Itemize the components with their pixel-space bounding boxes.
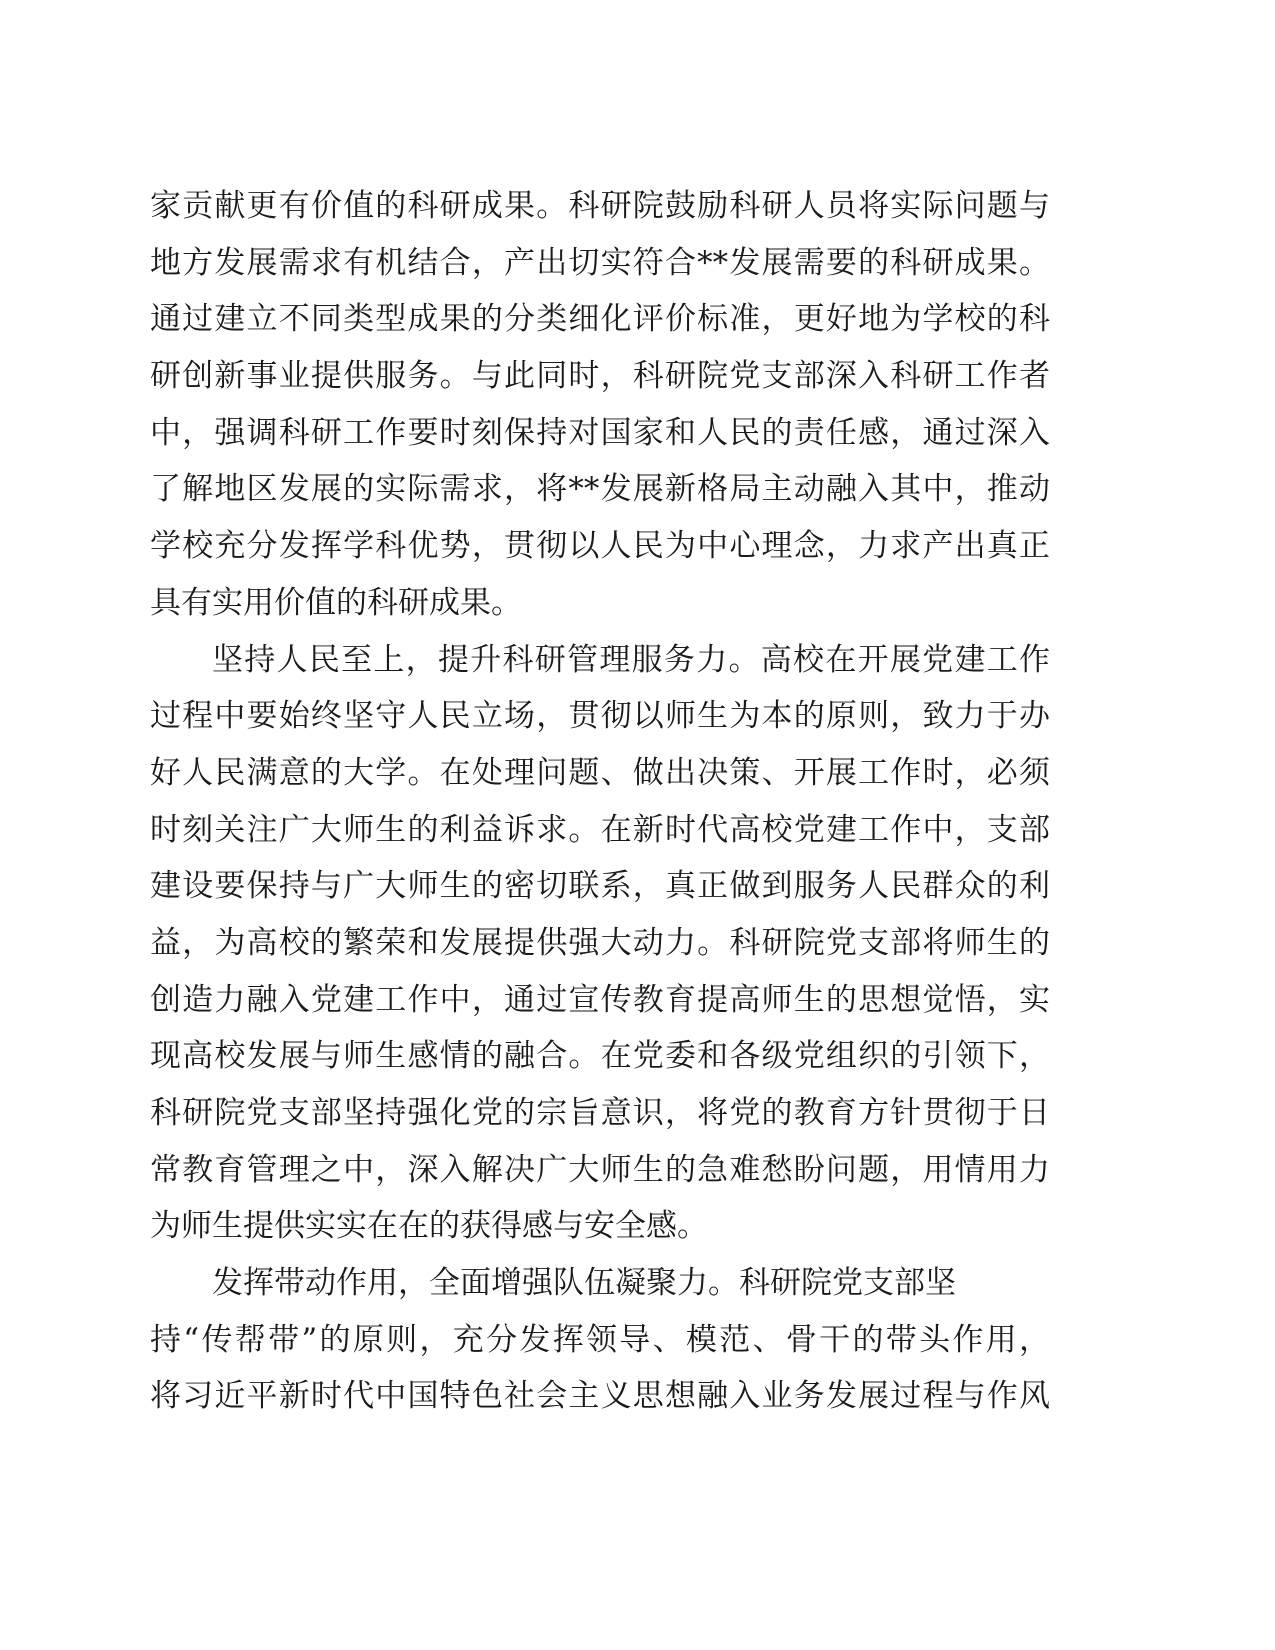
paragraph-start-line: 发挥带动作用，全面增强队伍凝聚力。科研院党支部坚 (212, 1265, 956, 1302)
text-line: 将习近平新时代中国特色社会主义思想融入业务发展过程与作风 (150, 1378, 1050, 1415)
text-line: 学校充分发挥学科优势，贯彻以人民为中心理念，力求产出真正 (150, 528, 1050, 565)
body-text (150, 178, 1050, 1425)
text-line: 过程中要始终坚守人民立场，贯彻以师生为本的原则，致力于办 (150, 698, 1050, 735)
text-line: 常教育管理之中，深入解决广大师生的急难愁盼问题，用情用力 (150, 1151, 1050, 1188)
text-line: 创造力融入党建工作中，通过宣传教育提高师生的思想觉悟，实 (150, 981, 1050, 1018)
text-line: 了解地区发展的实际需求，将**发展新格局主动融入其中，推动 (150, 471, 1050, 508)
text-line: 为师生提供实实在在的获得感与安全感。 (150, 1208, 708, 1245)
text-line: 建设要保持与广大师生的密切联系，真正做到服务人民群众的利 (150, 868, 1050, 905)
paragraph-start-line: 坚持人民至上，提升科研管理服务力。高校在开展党建工作 (212, 641, 1050, 678)
text-line: 时刻关注广大师生的利益诉求。在新时代高校党建工作中，支部 (150, 811, 1050, 848)
text-line: 持“传帮带”的原则，充分发挥领导、模范、骨干的带头作用， (150, 1321, 1050, 1358)
text-line: 现高校发展与师生感情的融合。在党委和各级党组织的引领下， (150, 1038, 1050, 1075)
text-line: 科研院党支部坚持强化党的宗旨意识，将党的教育方针贯彻于日 (150, 1095, 1050, 1131)
text-line: 通过建立不同类型成果的分类细化评价标准，更好地为学校的科 (150, 301, 1050, 338)
text-line: 地方发展需求有机结合，产出切实符合**发展需要的科研成果。 (150, 244, 1050, 281)
text-line: 益，为高校的繁荣和发展提供强大动力。科研院党支部将师生的 (150, 924, 1050, 961)
text-line: 家贡献更有价值的科研成果。科研院鼓励科研人员将实际问题与 (150, 188, 1050, 224)
text-line: 好人民满意的大学。在处理问题、做出决策、开展工作时，必须 (150, 754, 1050, 791)
text-line: 具有实用价值的科研成果。 (150, 584, 522, 621)
text-line: 中，强调科研工作要时刻保持对国家和人民的责任感，通过深入 (150, 414, 1050, 451)
text-line: 研创新事业提供服务。与此同时，科研院党支部深入科研工作者 (150, 358, 1050, 395)
